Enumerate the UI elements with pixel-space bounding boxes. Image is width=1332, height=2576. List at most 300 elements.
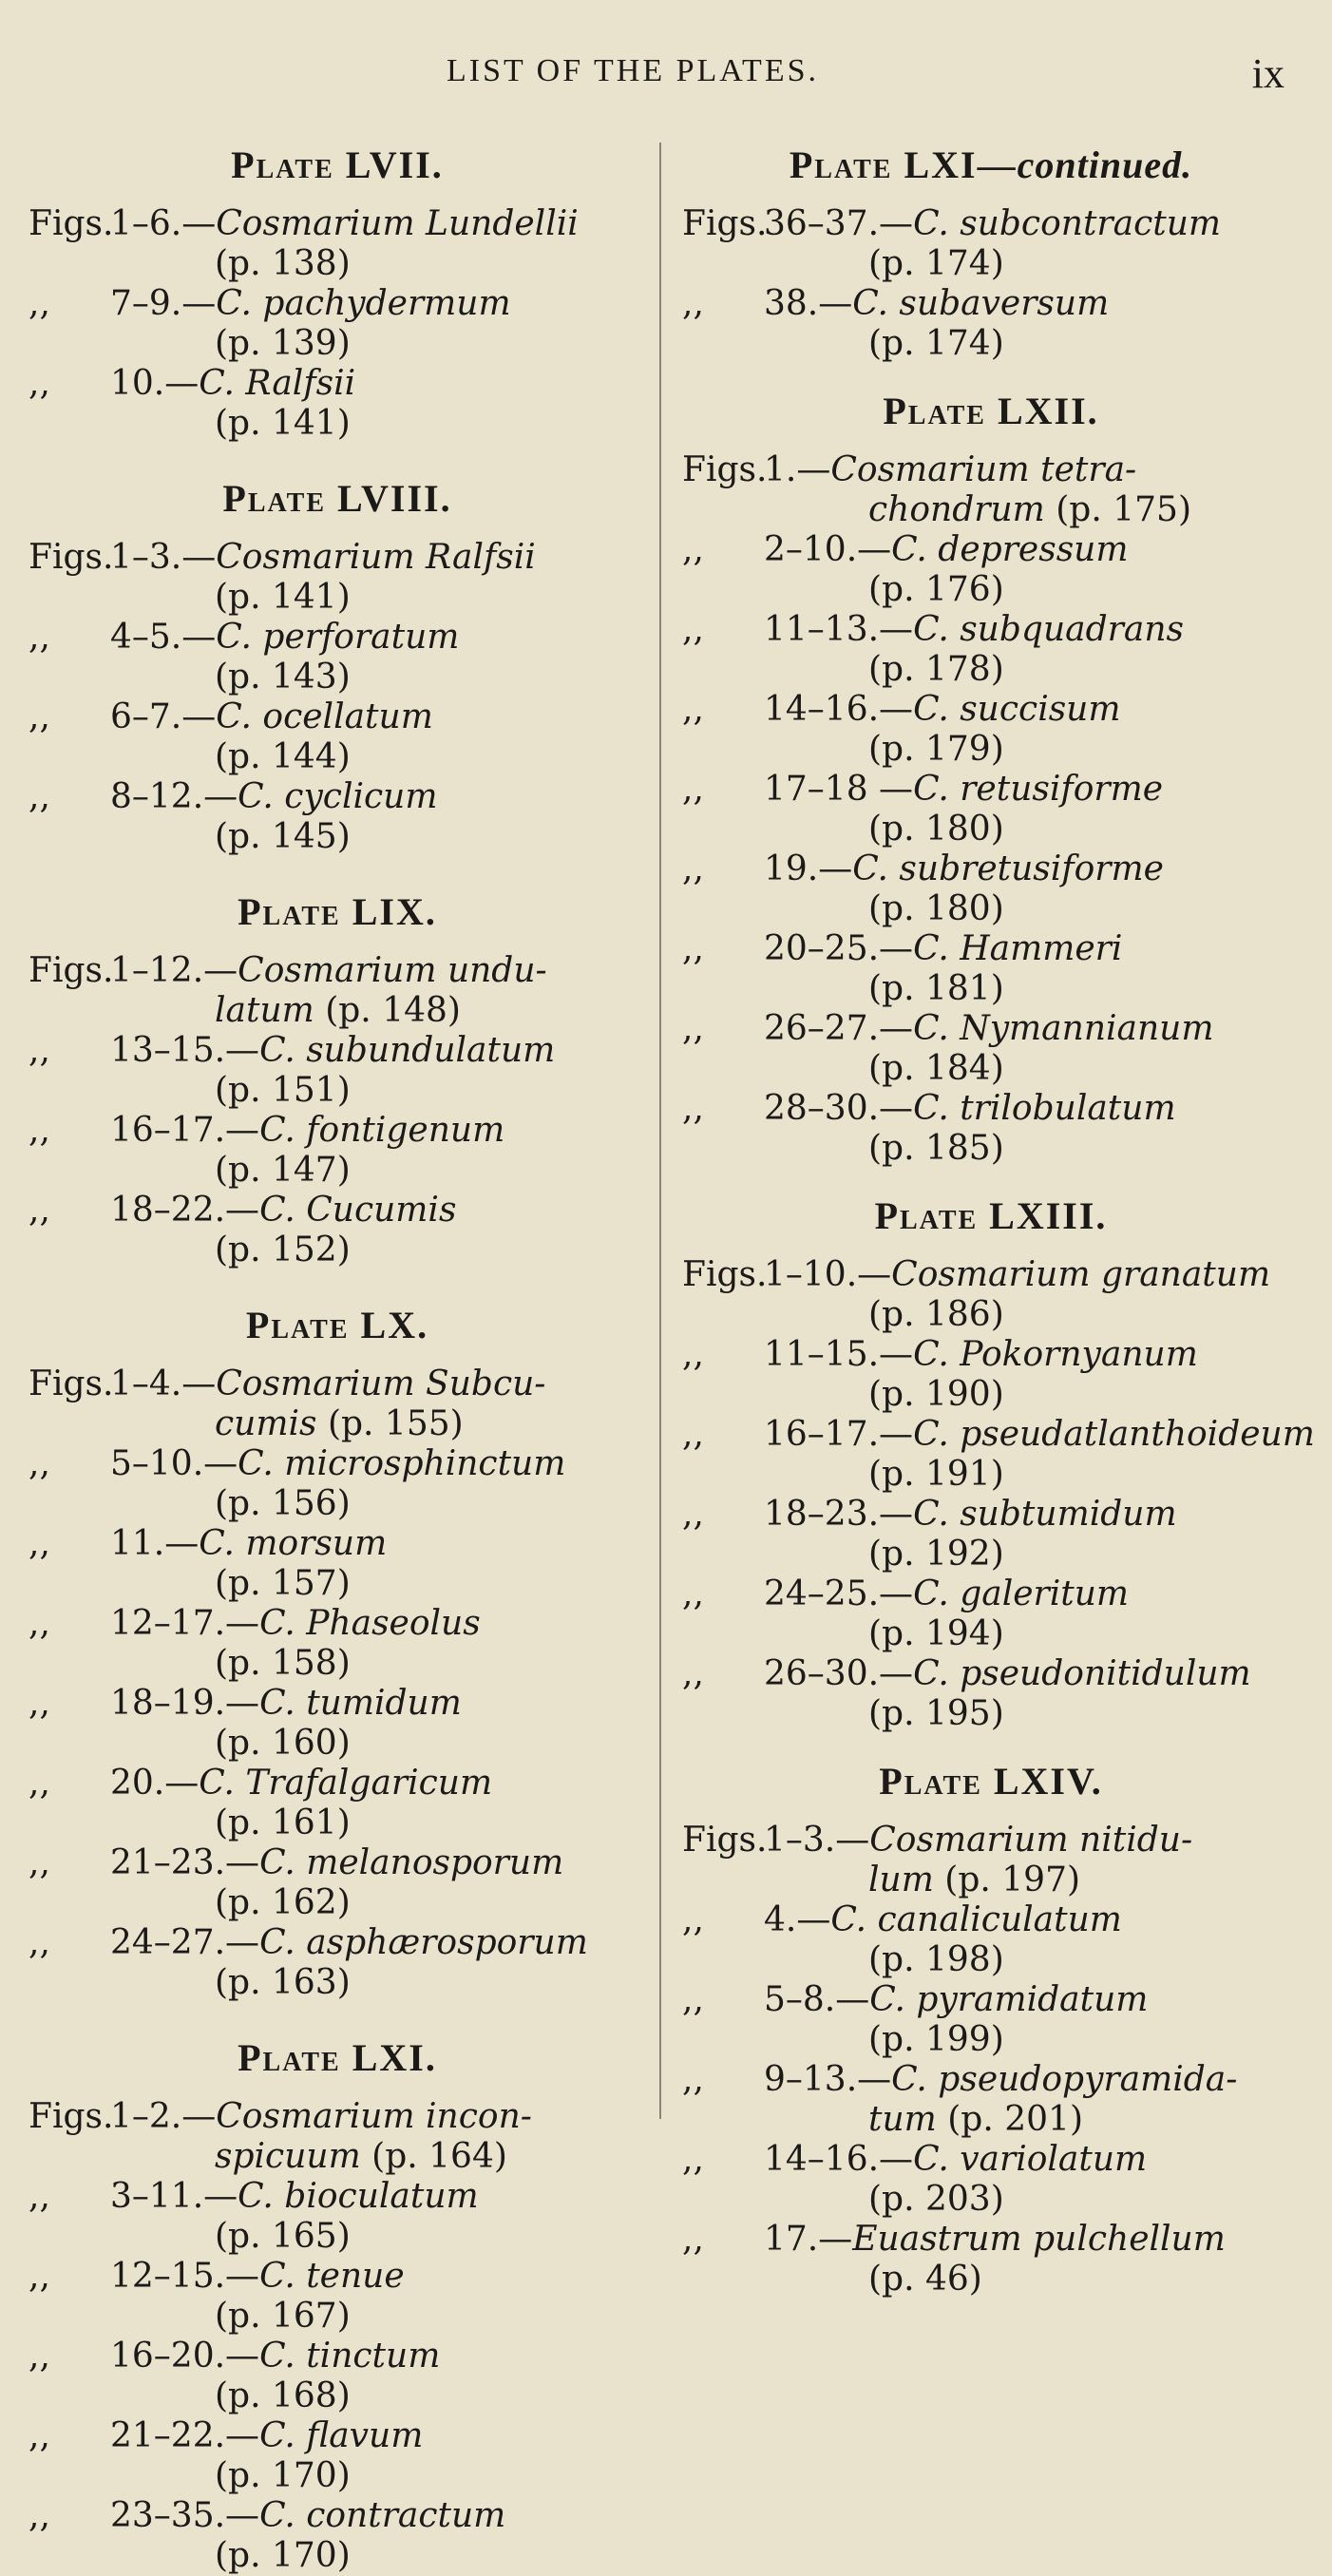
- entry-line: [110, 404, 646, 444]
- species-name: Cosmarium Subcu-: [216, 1364, 546, 1403]
- figure-numbers: 1–10.—: [764, 1255, 892, 1294]
- entry-body: [682, 1255, 1300, 1335]
- species-name: C. cyclicum: [238, 777, 438, 816]
- figure-entry: [682, 450, 1300, 530]
- species-name: C. retusiforme: [913, 770, 1164, 809]
- page-reference: (p. 179): [868, 730, 1004, 769]
- figure-numbers: 26–30.—: [764, 1654, 914, 1693]
- page-reference: (p. 197): [944, 1860, 1081, 1899]
- entry-line: [764, 284, 1300, 324]
- entry-line: [110, 697, 646, 737]
- figs-label: ,,: [682, 2140, 704, 2179]
- figs-label: ,,: [29, 364, 50, 403]
- figure-entry: [29, 2496, 646, 2576]
- figure-numbers: 1.—: [764, 450, 831, 489]
- species-name: C. morsum: [199, 1524, 388, 1563]
- entry-line: [764, 1255, 1300, 1295]
- figure-numbers: 7–9.—: [110, 284, 217, 323]
- species-name: Cosmarium nitidu-: [869, 1821, 1193, 1860]
- figure-numbers: 28–30.—: [764, 1089, 914, 1128]
- entry-line: [764, 1821, 1300, 1860]
- figure-numbers: 16–17.—: [764, 1415, 914, 1454]
- entry-line: [110, 324, 646, 364]
- figs-label: ,,: [682, 1900, 704, 1939]
- plate-heading: [29, 2035, 646, 2080]
- entry-line: [110, 2496, 646, 2536]
- figure-entry: [29, 777, 646, 857]
- figs-label: Figs.: [29, 204, 114, 243]
- entry-body: [29, 1364, 646, 1444]
- entry-body: [29, 1684, 646, 1764]
- page-reference: (p. 138): [215, 244, 351, 283]
- figs-label: ,,: [29, 284, 50, 323]
- figure-entry: [29, 1444, 646, 1524]
- figure-entry: [29, 1191, 646, 1270]
- species-name: C. Phaseolus: [259, 1604, 481, 1643]
- entry-line: [110, 2297, 646, 2337]
- figs-label: ,,: [682, 849, 704, 888]
- page-reference: (p. 152): [215, 1231, 351, 1269]
- page-reference: (p. 139): [215, 324, 351, 363]
- plate-heading: [682, 389, 1300, 433]
- page-reference: (p. 144): [215, 737, 351, 776]
- figure-numbers: 2–10.—: [764, 530, 892, 569]
- entry-line: [110, 1484, 646, 1524]
- entry-line: [764, 610, 1300, 650]
- figure-entry: [682, 1415, 1315, 1495]
- entry-line: [764, 2140, 1300, 2180]
- species-name-continued: lum: [868, 1860, 934, 1899]
- species-name: C. pseudopyramida-: [891, 2060, 1238, 2099]
- entry-line: [764, 1940, 1300, 1980]
- figs-label: ,,: [682, 1574, 704, 1613]
- entry-body: [29, 204, 646, 284]
- page-reference: (p. 199): [868, 2020, 1004, 2059]
- entry-line: [764, 1614, 1300, 1654]
- entry-line: [764, 1375, 1300, 1415]
- entry-line: [764, 1694, 1300, 1734]
- page-reference: (p. 176): [868, 570, 1004, 609]
- entry-body: [682, 2220, 1300, 2299]
- entry-line: [764, 1495, 1300, 1535]
- figure-numbers: 20.—: [110, 1764, 200, 1803]
- left-column: [29, 143, 646, 2576]
- entry-line: [110, 1764, 646, 1803]
- entry-line: [764, 450, 1300, 490]
- species-name: C. canaliculatum: [830, 1900, 1122, 1939]
- entry-line: [110, 2257, 646, 2297]
- entry-body: [29, 1764, 646, 1843]
- entry-line: [764, 1089, 1300, 1129]
- figure-numbers: 16–17.—: [110, 1111, 260, 1150]
- plate-heading: [29, 476, 646, 521]
- plate-heading-continued: continued.: [1017, 143, 1193, 186]
- page-reference: (p. 180): [868, 889, 1004, 928]
- entry-line: [110, 1031, 646, 1071]
- species-name: C. subtumidum: [913, 1495, 1177, 1534]
- figs-label: Figs.: [29, 1364, 114, 1403]
- figs-label: ,,: [29, 1031, 50, 1070]
- entry-line: [764, 2260, 1300, 2299]
- entry-line: [110, 817, 646, 857]
- species-name: C. Cucumis: [259, 1191, 457, 1230]
- figs-label: ,,: [682, 1495, 704, 1534]
- figure-entry: [682, 929, 1300, 1009]
- entry-line: [764, 1049, 1300, 1089]
- figure-entry: [682, 1089, 1300, 1169]
- entry-line: [110, 658, 646, 697]
- figure-entry: [29, 2416, 646, 2496]
- entry-line: [110, 737, 646, 777]
- figure-entry: [682, 770, 1300, 849]
- figure-entry: [29, 2257, 646, 2337]
- entry-body: [29, 2097, 646, 2177]
- entry-body: [682, 530, 1300, 610]
- entry-line: [110, 1923, 646, 1963]
- figs-label: Figs.: [682, 204, 768, 243]
- species-name: C. melanosporum: [259, 1843, 564, 1882]
- page-reference: (p. 180): [868, 810, 1004, 849]
- species-name: Cosmarium Ralfsii: [216, 538, 536, 577]
- species-name: C. contractum: [259, 2496, 506, 2535]
- figure-numbers: 5–10.—: [110, 1444, 238, 1483]
- figure-entry: [682, 2060, 1300, 2140]
- figure-entry: [29, 1604, 646, 1684]
- figure-numbers: 13–15.—: [110, 1031, 260, 1070]
- entry-body: [682, 1415, 1315, 1495]
- entry-line: [110, 951, 646, 991]
- species-name: C. Ralfsii: [199, 364, 356, 403]
- entry-body: [682, 770, 1300, 849]
- figure-entry: [29, 538, 646, 618]
- plate-heading-text: Plate LXI—: [789, 143, 1018, 186]
- species-name: C. tumidum: [259, 1684, 462, 1723]
- figure-numbers: 18–23.—: [764, 1495, 914, 1534]
- entry-body: [682, 1574, 1300, 1654]
- figure-numbers: 11.—: [110, 1524, 200, 1563]
- page-reference: (p. 195): [868, 1694, 1004, 1733]
- figure-entry: [29, 697, 646, 777]
- species-name-continued: cumis: [215, 1404, 317, 1443]
- figs-label: ,,: [29, 2416, 50, 2455]
- figure-entry: [29, 204, 646, 284]
- entry-body: [682, 1495, 1300, 1574]
- figs-label: ,,: [29, 1191, 50, 1230]
- species-name: C. Pokornyanum: [913, 1335, 1198, 1374]
- plate-section: [29, 889, 646, 1270]
- entry-line: [110, 1644, 646, 1684]
- figs-label: Figs.: [29, 951, 114, 990]
- species-name: C. perforatum: [216, 618, 460, 657]
- entry-body: [29, 2177, 646, 2257]
- entry-line: [110, 1564, 646, 1604]
- entry-line: [110, 284, 646, 324]
- figure-entry: [29, 1923, 646, 2003]
- plate-heading-text: Plate LVII.: [231, 143, 444, 186]
- entry-body: [682, 450, 1300, 530]
- page-reference: (p. 174): [868, 244, 1004, 283]
- species-name: C. tinctum: [259, 2337, 441, 2376]
- species-name: C. fontigenum: [259, 1111, 505, 1150]
- figure-entry: [682, 1255, 1300, 1335]
- figure-numbers: 8–12.—: [110, 777, 238, 816]
- figure-numbers: 38.—: [764, 284, 853, 323]
- page-reference: (p. 141): [215, 578, 351, 617]
- entry-body: [682, 284, 1300, 364]
- entry-line: [764, 324, 1300, 364]
- figs-label: Figs.: [682, 1255, 768, 1294]
- figure-entry: [29, 1524, 646, 1604]
- species-name: C. flavum: [259, 2416, 424, 2455]
- right-column: [682, 143, 1315, 2299]
- species-name: C. trilobulatum: [913, 1089, 1176, 1128]
- figs-label: ,,: [682, 929, 704, 968]
- figure-numbers: 1–3.—: [110, 538, 217, 577]
- entry-line: [764, 530, 1300, 570]
- species-name: C. pseudatlanthoideum: [913, 1415, 1315, 1454]
- species-name: C. pachydermum: [216, 284, 511, 323]
- figure-numbers: 11–13.—: [764, 610, 914, 649]
- entry-body: [29, 284, 646, 364]
- page-reference: (p. 168): [215, 2376, 351, 2415]
- entry-line: [764, 770, 1300, 810]
- entry-line: [110, 1963, 646, 2003]
- plate-section: [29, 476, 646, 857]
- figure-entry: [682, 530, 1300, 610]
- figs-label: ,,: [682, 770, 704, 809]
- page-reference: (p. 162): [215, 1883, 351, 1922]
- entry-line: [764, 849, 1300, 889]
- figs-label: ,,: [682, 1009, 704, 1048]
- plate-heading: [682, 1759, 1300, 1803]
- page-reference: (p. 190): [868, 1375, 1004, 1414]
- entry-line: [764, 810, 1300, 849]
- figure-entry: [29, 2337, 646, 2416]
- plate-heading: [29, 143, 646, 187]
- entry-line: [110, 1191, 646, 1231]
- entry-line: [110, 1231, 646, 1270]
- entry-line: [110, 1524, 646, 1564]
- figure-numbers: 24–25.—: [764, 1574, 914, 1613]
- figure-entry: [682, 204, 1300, 284]
- figure-numbers: 12–17.—: [110, 1604, 260, 1643]
- entry-body: [29, 1843, 646, 1923]
- species-name: Cosmarium incon-: [216, 2097, 532, 2136]
- species-name: Cosmarium tetra-: [830, 450, 1137, 489]
- figs-label: ,,: [29, 1111, 50, 1150]
- page-number: ix: [1251, 50, 1284, 97]
- figs-label: ,,: [29, 2177, 50, 2216]
- entry-line: [764, 690, 1300, 730]
- entry-line: [110, 2416, 646, 2456]
- plate-heading: [682, 143, 1300, 187]
- entry-body: [682, 610, 1300, 690]
- figure-entry: [29, 284, 646, 364]
- entry-line: [764, 1129, 1300, 1169]
- entry-line: [110, 1444, 646, 1484]
- figs-label: ,,: [682, 1980, 704, 2019]
- figure-numbers: 1–6.—: [110, 204, 217, 243]
- entry-line: [110, 1724, 646, 1764]
- figure-numbers: 1–3.—: [764, 1821, 870, 1860]
- entry-line: [110, 2177, 646, 2217]
- figure-entry: [682, 2140, 1300, 2220]
- entry-line: [764, 2180, 1300, 2220]
- figure-numbers: 18–19.—: [110, 1684, 260, 1723]
- entry-body: [29, 1111, 646, 1191]
- entry-body: [682, 1009, 1300, 1089]
- page-reference: (p. 174): [868, 324, 1004, 363]
- entry-line: [110, 204, 646, 244]
- plate-heading-text: Plate LVIII.: [222, 477, 452, 520]
- entry-body: [29, 2496, 646, 2576]
- plate-heading: [29, 1303, 646, 1347]
- figure-numbers: 10.—: [110, 364, 200, 403]
- plate-section: [29, 2035, 646, 2576]
- figure-numbers: 1–12.—: [110, 951, 238, 990]
- figure-entry: [682, 1980, 1300, 2060]
- page-reference: (p. 156): [215, 1484, 351, 1523]
- figure-numbers: 14–16.—: [764, 2140, 914, 2179]
- figure-entry: [682, 1574, 1300, 1654]
- entry-line: [110, 1883, 646, 1923]
- plate-section: [682, 389, 1300, 1169]
- figure-entry: [682, 1335, 1300, 1415]
- figure-numbers: 4.—: [764, 1900, 831, 1939]
- figs-label: Figs.: [682, 1821, 768, 1860]
- plate-heading-text: Plate LIX.: [238, 890, 437, 933]
- entry-body: [29, 697, 646, 777]
- species-name: C. Trafalgaricum: [199, 1764, 493, 1803]
- figure-entry: [682, 1654, 1300, 1734]
- figure-entry: [29, 1111, 646, 1191]
- figs-label: ,,: [29, 1764, 50, 1803]
- page-reference: (p. 143): [215, 658, 351, 696]
- figure-entry: [682, 2220, 1300, 2299]
- entry-line: [110, 1111, 646, 1151]
- entry-line: [110, 2337, 646, 2376]
- entry-line: [764, 1654, 1300, 1694]
- figs-label: ,,: [682, 530, 704, 569]
- page-reference: (p. 164): [371, 2137, 507, 2176]
- species-name-continued: spicuum: [215, 2137, 361, 2176]
- entry-body: [682, 1900, 1300, 1980]
- entry-line: [764, 1009, 1300, 1049]
- entry-line: [764, 1535, 1300, 1574]
- figure-numbers: 9–13.—: [764, 2060, 892, 2099]
- figure-entry: [29, 1031, 646, 1111]
- entry-body: [682, 2140, 1300, 2220]
- species-name: C. asphærosporum: [259, 1923, 588, 1962]
- page-reference: (p. 141): [215, 404, 351, 443]
- page-reference: (p. 185): [868, 1129, 1004, 1168]
- entry-line: [764, 929, 1300, 969]
- plate-section: [682, 143, 1300, 364]
- figure-entry: [29, 951, 646, 1031]
- species-name: C. variolatum: [913, 2140, 1148, 2179]
- plate-section: [682, 1759, 1300, 2299]
- entry-line: [764, 244, 1300, 284]
- entry-body: [29, 777, 646, 857]
- page-reference: (p. 181): [868, 969, 1004, 1008]
- species-name: C. Hammeri: [913, 929, 1123, 968]
- entry-line: [110, 1843, 646, 1883]
- figure-numbers: 3–11.—: [110, 2177, 238, 2216]
- entry-line: [764, 1295, 1300, 1335]
- figs-label: ,,: [29, 1684, 50, 1723]
- figs-label: ,,: [29, 2496, 50, 2535]
- entry-line: [110, 1803, 646, 1843]
- page-reference: (p. 161): [215, 1803, 351, 1842]
- figure-numbers: 1–4.—: [110, 1364, 217, 1403]
- entry-body: [682, 1980, 1300, 2060]
- species-name: C. pseudonitidulum: [913, 1654, 1251, 1693]
- entry-body: [682, 849, 1300, 929]
- plate-heading-text: Plate LXI.: [238, 2036, 437, 2079]
- figs-label: ,,: [682, 2060, 704, 2099]
- entry-line: [764, 2060, 1300, 2100]
- figure-entry: [682, 690, 1300, 770]
- figure-entry: [29, 364, 646, 444]
- figure-entry: [29, 1684, 646, 1764]
- figs-label: ,,: [682, 690, 704, 729]
- entry-line: [764, 730, 1300, 770]
- entry-line: [110, 578, 646, 618]
- figure-entry: [29, 618, 646, 697]
- species-name: C. galeritum: [913, 1574, 1130, 1613]
- entry-line: [764, 2020, 1300, 2060]
- entry-line: [764, 204, 1300, 244]
- page-reference: (p. 170): [215, 2536, 351, 2575]
- entry-line: [110, 1071, 646, 1111]
- plate-section: [29, 1303, 646, 2003]
- figs-label: ,,: [682, 1335, 704, 1374]
- entry-line: [764, 1335, 1300, 1375]
- entry-line: [764, 490, 1300, 530]
- figs-label: Figs.: [29, 538, 114, 577]
- plate-heading: [682, 1193, 1300, 1238]
- species-name: C. microsphinctum: [238, 1444, 566, 1483]
- figs-label: ,,: [29, 2337, 50, 2376]
- figure-numbers: 16–20.—: [110, 2337, 260, 2376]
- figure-entry: [682, 1821, 1300, 1900]
- figure-entry: [29, 1764, 646, 1843]
- page-reference: (p. 165): [215, 2217, 351, 2256]
- plate-section: [682, 1193, 1315, 1734]
- species-name: C. pyramidatum: [869, 1980, 1149, 2019]
- figs-label: ,,: [682, 1089, 704, 1128]
- entry-body: [29, 951, 646, 1031]
- figs-label: Figs.: [29, 2097, 114, 2136]
- entry-body: [682, 1821, 1300, 1900]
- entry-body: [682, 1089, 1300, 1169]
- figs-label: ,,: [29, 777, 50, 816]
- entry-line: [110, 244, 646, 284]
- plate-heading-text: Plate LXIV.: [879, 1760, 1103, 1803]
- entry-line: [110, 538, 646, 578]
- species-name: C. subretusiforme: [852, 849, 1164, 888]
- page-reference: (p. 175): [1056, 490, 1191, 529]
- entry-body: [29, 1524, 646, 1604]
- entry-body: [682, 2060, 1300, 2140]
- entry-line: [110, 1404, 646, 1444]
- entry-body: [682, 1335, 1300, 1415]
- species-name-continued: latum: [215, 991, 314, 1030]
- entry-line: [110, 2376, 646, 2416]
- entry-line: [764, 969, 1300, 1009]
- page-reference: (p. 157): [215, 1564, 351, 1603]
- figs-label: ,,: [29, 2257, 50, 2296]
